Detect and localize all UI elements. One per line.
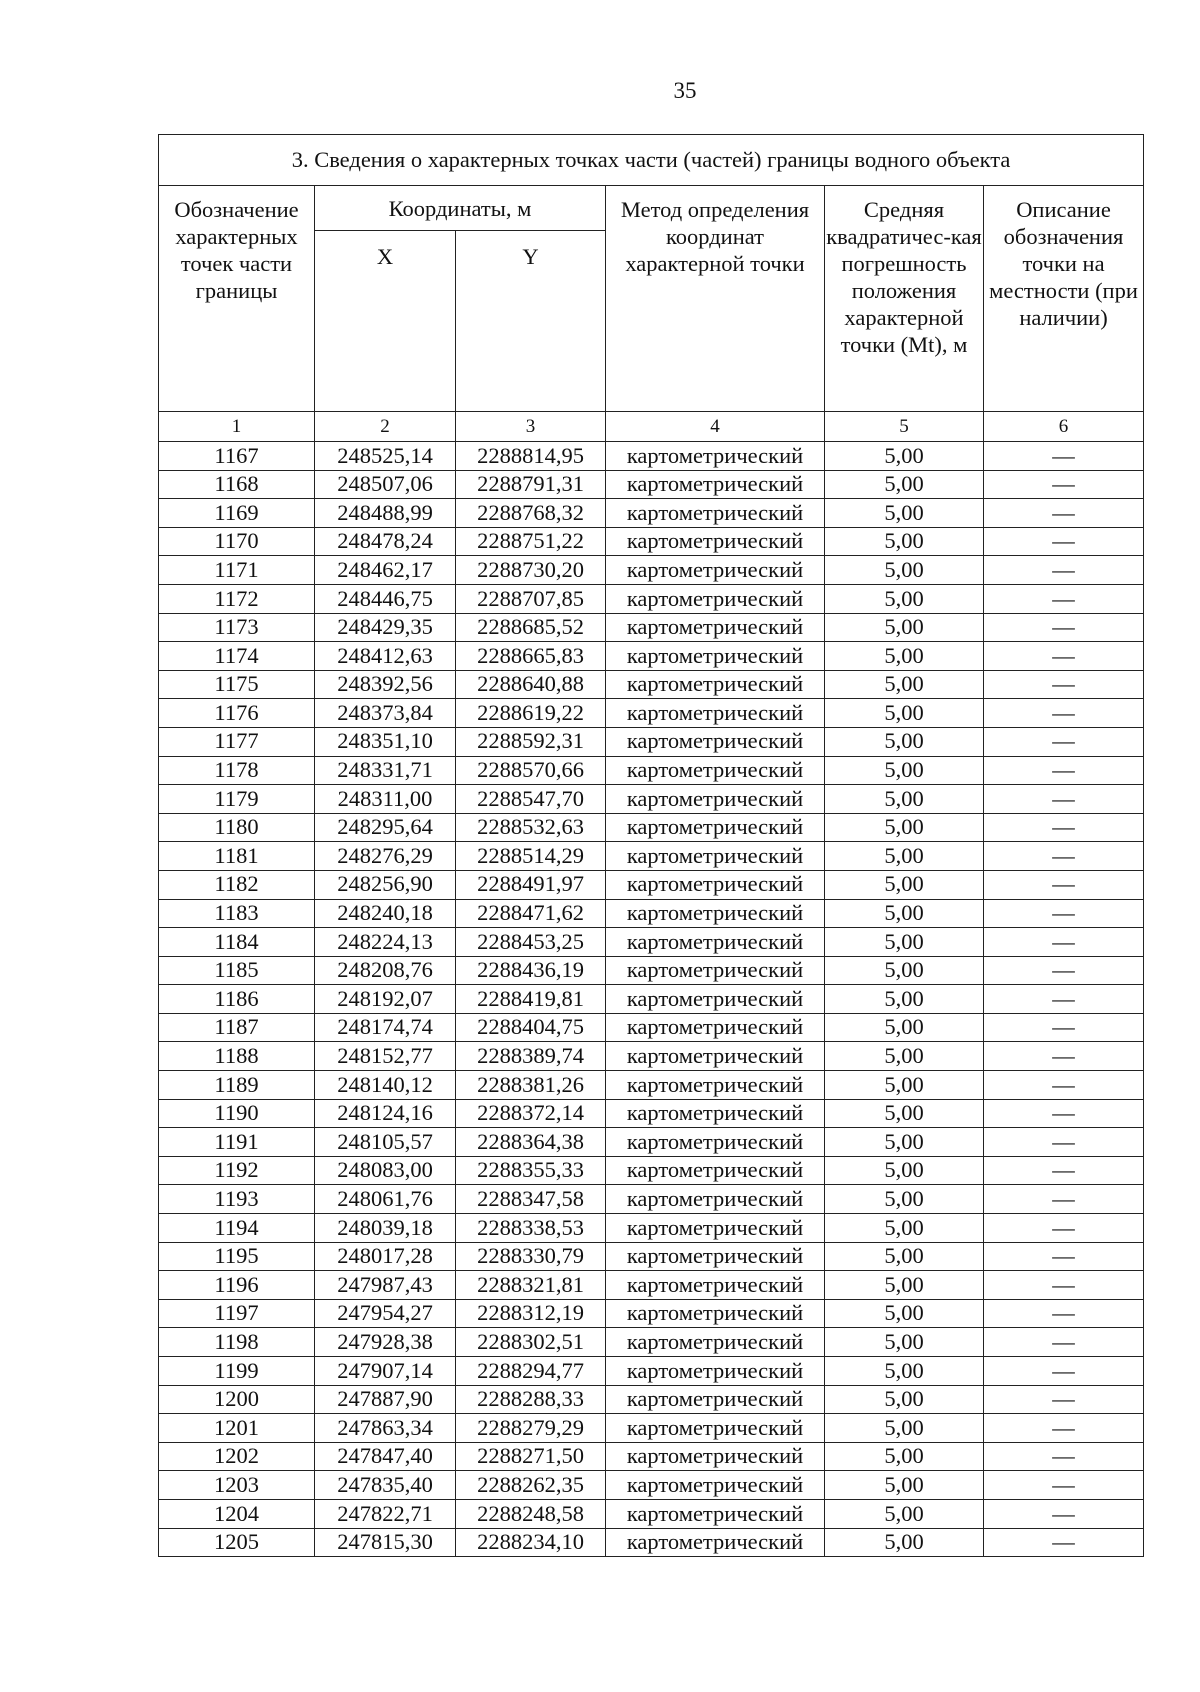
cell-x: 248429,35: [315, 613, 456, 642]
cell-description: —: [984, 642, 1144, 671]
cell-point: 1204: [159, 1499, 315, 1528]
cell-error: 5,00: [825, 842, 984, 871]
header-y: Y: [456, 231, 606, 412]
cell-y: 2288707,85: [456, 584, 606, 613]
cell-error: 5,00: [825, 1299, 984, 1328]
cell-method: картометрический: [606, 442, 825, 471]
cell-x: 248083,00: [315, 1156, 456, 1185]
cell-error: 5,00: [825, 1242, 984, 1271]
cell-y: 2288514,29: [456, 842, 606, 871]
cell-x: 247863,34: [315, 1414, 456, 1443]
cell-method: картометрический: [606, 1414, 825, 1443]
cell-y: 2288685,52: [456, 613, 606, 642]
cell-description: —: [984, 1156, 1144, 1185]
cell-y: 2288381,26: [456, 1071, 606, 1100]
cell-method: картометрический: [606, 556, 825, 585]
cell-point: 1189: [159, 1071, 315, 1100]
cell-point: 1173: [159, 613, 315, 642]
header-method: Метод определения координат характерной точки: [606, 186, 825, 412]
cell-error: 5,00: [825, 785, 984, 814]
cell-point: 1205: [159, 1528, 315, 1557]
cell-y: 2288814,95: [456, 442, 606, 471]
cell-x: 248017,28: [315, 1242, 456, 1271]
cell-x: 248061,76: [315, 1185, 456, 1214]
cell-y: 2288355,33: [456, 1156, 606, 1185]
column-number: 4: [606, 412, 825, 442]
cell-x: 248276,29: [315, 842, 456, 871]
cell-x: 248174,74: [315, 1013, 456, 1042]
cell-x: 248152,77: [315, 1042, 456, 1071]
cell-y: 2288751,22: [456, 527, 606, 556]
cell-description: —: [984, 1128, 1144, 1157]
cell-x: 247987,43: [315, 1271, 456, 1300]
cell-point: 1188: [159, 1042, 315, 1071]
cell-method: картометрический: [606, 842, 825, 871]
cell-method: картометрический: [606, 1299, 825, 1328]
cell-description: —: [984, 584, 1144, 613]
cell-x: 247907,14: [315, 1357, 456, 1386]
table-row: [159, 1185, 1144, 1214]
table-row: [159, 956, 1144, 985]
boundary-points-table: [158, 134, 1144, 1557]
cell-point: 1185: [159, 956, 315, 985]
cell-point: 1177: [159, 727, 315, 756]
cell-description: —: [984, 499, 1144, 528]
cell-error: 5,00: [825, 1214, 984, 1243]
cell-point: 1183: [159, 899, 315, 928]
cell-method: картометрический: [606, 584, 825, 613]
cell-x: 248192,07: [315, 985, 456, 1014]
cell-method: картометрический: [606, 956, 825, 985]
cell-y: 2288404,75: [456, 1013, 606, 1042]
cell-description: —: [984, 1013, 1144, 1042]
table-row: [159, 1071, 1144, 1100]
cell-point: 1187: [159, 1013, 315, 1042]
table-row: [159, 1099, 1144, 1128]
cell-y: 2288288,33: [456, 1385, 606, 1414]
table-row: [159, 527, 1144, 556]
cell-x: 248478,24: [315, 527, 456, 556]
cell-x: 248039,18: [315, 1214, 456, 1243]
cell-x: 248256,90: [315, 870, 456, 899]
cell-description: —: [984, 1471, 1144, 1500]
cell-point: 1171: [159, 556, 315, 585]
cell-method: картометрический: [606, 785, 825, 814]
cell-point: 1176: [159, 699, 315, 728]
table-row: [159, 985, 1144, 1014]
cell-point: 1175: [159, 670, 315, 699]
cell-error: 5,00: [825, 442, 984, 471]
cell-error: 5,00: [825, 1442, 984, 1471]
cell-method: картометрический: [606, 1099, 825, 1128]
cell-method: картометрический: [606, 499, 825, 528]
table-row: [159, 1385, 1144, 1414]
cell-point: 1199: [159, 1357, 315, 1386]
table-row: [159, 928, 1144, 957]
cell-description: —: [984, 842, 1144, 871]
cell-description: —: [984, 527, 1144, 556]
column-number: 6: [984, 412, 1144, 442]
cell-y: 2288321,81: [456, 1271, 606, 1300]
table-row: [159, 699, 1144, 728]
cell-x: 248140,12: [315, 1071, 456, 1100]
cell-point: 1202: [159, 1442, 315, 1471]
cell-error: 5,00: [825, 1099, 984, 1128]
cell-error: 5,00: [825, 1156, 984, 1185]
table-row: [159, 842, 1144, 871]
cell-y: 2288248,58: [456, 1499, 606, 1528]
cell-description: —: [984, 813, 1144, 842]
table-row: [159, 1156, 1144, 1185]
cell-x: 248124,16: [315, 1099, 456, 1128]
cell-error: 5,00: [825, 584, 984, 613]
cell-description: —: [984, 1357, 1144, 1386]
cell-method: картометрический: [606, 1528, 825, 1557]
cell-description: —: [984, 442, 1144, 471]
cell-description: —: [984, 985, 1144, 1014]
cell-point: 1194: [159, 1214, 315, 1243]
table-row: [159, 556, 1144, 585]
cell-x: 248351,10: [315, 727, 456, 756]
table-row: [159, 1013, 1144, 1042]
table-row: [159, 813, 1144, 842]
cell-description: —: [984, 928, 1144, 957]
table-row: [159, 1128, 1144, 1157]
cell-method: картометрический: [606, 1385, 825, 1414]
cell-point: 1203: [159, 1471, 315, 1500]
cell-y: 2288570,66: [456, 756, 606, 785]
cell-method: картометрический: [606, 1013, 825, 1042]
cell-method: картометрический: [606, 756, 825, 785]
cell-error: 5,00: [825, 1471, 984, 1500]
cell-description: —: [984, 1071, 1144, 1100]
cell-point: 1170: [159, 527, 315, 556]
cell-y: 2288271,50: [456, 1442, 606, 1471]
cell-x: 247835,40: [315, 1471, 456, 1500]
cell-method: картометрический: [606, 1499, 825, 1528]
cell-error: 5,00: [825, 956, 984, 985]
cell-point: 1182: [159, 870, 315, 899]
cell-point: 1195: [159, 1242, 315, 1271]
cell-x: 248295,64: [315, 813, 456, 842]
cell-y: 2288640,88: [456, 670, 606, 699]
cell-error: 5,00: [825, 613, 984, 642]
cell-method: картометрический: [606, 613, 825, 642]
cell-description: —: [984, 1042, 1144, 1071]
table-row: [159, 756, 1144, 785]
cell-description: —: [984, 1271, 1144, 1300]
cell-y: 2288347,58: [456, 1185, 606, 1214]
cell-y: 2288592,31: [456, 727, 606, 756]
cell-description: —: [984, 1328, 1144, 1357]
cell-y: 2288665,83: [456, 642, 606, 671]
table-row: [159, 642, 1144, 671]
cell-y: 2288768,32: [456, 499, 606, 528]
cell-description: —: [984, 1299, 1144, 1328]
cell-error: 5,00: [825, 1185, 984, 1214]
cell-x: 248105,57: [315, 1128, 456, 1157]
cell-method: картометрический: [606, 928, 825, 957]
cell-y: 2288791,31: [456, 470, 606, 499]
table-row: [159, 1357, 1144, 1386]
cell-description: —: [984, 899, 1144, 928]
cell-point: 1179: [159, 785, 315, 814]
cell-y: 2288312,19: [456, 1299, 606, 1328]
cell-error: 5,00: [825, 527, 984, 556]
cell-method: картометрический: [606, 1128, 825, 1157]
cell-point: 1181: [159, 842, 315, 871]
table-row: [159, 613, 1144, 642]
cell-error: 5,00: [825, 699, 984, 728]
cell-error: 5,00: [825, 1271, 984, 1300]
cell-description: —: [984, 727, 1144, 756]
table-row: [159, 1328, 1144, 1357]
cell-y: 2288294,77: [456, 1357, 606, 1386]
cell-y: 2288262,35: [456, 1471, 606, 1500]
cell-method: картометрический: [606, 813, 825, 842]
cell-description: —: [984, 556, 1144, 585]
cell-point: 1197: [159, 1299, 315, 1328]
cell-point: 1198: [159, 1328, 315, 1357]
cell-point: 1186: [159, 985, 315, 1014]
cell-description: —: [984, 956, 1144, 985]
cell-error: 5,00: [825, 470, 984, 499]
table-row: [159, 785, 1144, 814]
table-row: [159, 1499, 1144, 1528]
cell-x: 247887,90: [315, 1385, 456, 1414]
cell-description: —: [984, 670, 1144, 699]
cell-y: 2288389,74: [456, 1042, 606, 1071]
cell-x: 248240,18: [315, 899, 456, 928]
cell-x: 248311,00: [315, 785, 456, 814]
cell-y: 2288491,97: [456, 870, 606, 899]
cell-method: картометрический: [606, 1242, 825, 1271]
cell-description: —: [984, 613, 1144, 642]
cell-error: 5,00: [825, 727, 984, 756]
cell-error: 5,00: [825, 1357, 984, 1386]
cell-point: 1178: [159, 756, 315, 785]
column-number: 3: [456, 412, 606, 442]
cell-point: 1192: [159, 1156, 315, 1185]
cell-error: 5,00: [825, 1013, 984, 1042]
cell-x: 248412,63: [315, 642, 456, 671]
table-title: 3. Сведения о характерных точках части (частей) границы водного объекта: [159, 135, 1144, 186]
cell-error: 5,00: [825, 1328, 984, 1357]
cell-y: 2288279,29: [456, 1414, 606, 1443]
cell-point: 1172: [159, 584, 315, 613]
cell-x: 248224,13: [315, 928, 456, 957]
column-number: 2: [315, 412, 456, 442]
cell-error: 5,00: [825, 1499, 984, 1528]
cell-x: 247928,38: [315, 1328, 456, 1357]
cell-method: картометрический: [606, 1357, 825, 1386]
table-row: [159, 1414, 1144, 1443]
cell-y: 2288330,79: [456, 1242, 606, 1271]
cell-y: 2288302,51: [456, 1328, 606, 1357]
table-row: [159, 470, 1144, 499]
cell-method: картометрический: [606, 1156, 825, 1185]
table-row: [159, 1042, 1144, 1071]
cell-y: 2288338,53: [456, 1214, 606, 1243]
cell-point: 1201: [159, 1414, 315, 1443]
table-row: [159, 727, 1144, 756]
cell-y: 2288619,22: [456, 699, 606, 728]
cell-point: 1193: [159, 1185, 315, 1214]
cell-y: 2288234,10: [456, 1528, 606, 1557]
cell-error: 5,00: [825, 756, 984, 785]
cell-point: 1184: [159, 928, 315, 957]
table-row: [159, 1528, 1144, 1557]
cell-error: 5,00: [825, 928, 984, 957]
cell-y: 2288453,25: [456, 928, 606, 957]
cell-x: 248525,14: [315, 442, 456, 471]
table-row: [159, 1214, 1144, 1243]
cell-method: картометрический: [606, 1442, 825, 1471]
cell-y: 2288419,81: [456, 985, 606, 1014]
cell-error: 5,00: [825, 1071, 984, 1100]
cell-error: 5,00: [825, 499, 984, 528]
cell-point: 1191: [159, 1128, 315, 1157]
cell-point: 1168: [159, 470, 315, 499]
cell-error: 5,00: [825, 1385, 984, 1414]
cell-x: 247822,71: [315, 1499, 456, 1528]
table-row: [159, 1299, 1144, 1328]
cell-description: —: [984, 1242, 1144, 1271]
cell-description: —: [984, 1385, 1144, 1414]
cell-error: 5,00: [825, 813, 984, 842]
cell-point: 1190: [159, 1099, 315, 1128]
cell-x: 248507,06: [315, 470, 456, 499]
table-row: [159, 670, 1144, 699]
cell-error: 5,00: [825, 870, 984, 899]
header-description: Описание обозначения точки на местности (при наличии): [984, 186, 1144, 412]
cell-point: 1169: [159, 499, 315, 528]
table-body: [159, 442, 1144, 1557]
cell-y: 2288436,19: [456, 956, 606, 985]
cell-point: 1167: [159, 442, 315, 471]
header-point-label: Обозначение характерных точек части границы: [159, 186, 315, 412]
cell-x: 248331,71: [315, 756, 456, 785]
cell-error: 5,00: [825, 899, 984, 928]
cell-description: —: [984, 756, 1144, 785]
table-row: [159, 442, 1144, 471]
header-coordinates: Координаты, м: [315, 186, 606, 231]
cell-y: 2288547,70: [456, 785, 606, 814]
cell-x: 247847,40: [315, 1442, 456, 1471]
cell-error: 5,00: [825, 1414, 984, 1443]
cell-error: 5,00: [825, 1128, 984, 1157]
cell-y: 2288364,38: [456, 1128, 606, 1157]
cell-point: 1200: [159, 1385, 315, 1414]
cell-point: 1196: [159, 1271, 315, 1300]
cell-description: —: [984, 1442, 1144, 1471]
table-row: [159, 499, 1144, 528]
cell-method: картометрический: [606, 985, 825, 1014]
cell-method: картометрический: [606, 642, 825, 671]
cell-x: 248488,99: [315, 499, 456, 528]
cell-error: 5,00: [825, 1042, 984, 1071]
cell-method: картометрический: [606, 1328, 825, 1357]
cell-method: картометрический: [606, 1071, 825, 1100]
column-number: 1: [159, 412, 315, 442]
cell-x: 248208,76: [315, 956, 456, 985]
cell-y: 2288471,62: [456, 899, 606, 928]
column-number: 5: [825, 412, 984, 442]
table-row: [159, 1471, 1144, 1500]
cell-description: —: [984, 1499, 1144, 1528]
cell-description: —: [984, 870, 1144, 899]
cell-method: картометрический: [606, 727, 825, 756]
cell-x: 248373,84: [315, 699, 456, 728]
cell-x: 248462,17: [315, 556, 456, 585]
cell-error: 5,00: [825, 985, 984, 1014]
cell-x: 248446,75: [315, 584, 456, 613]
cell-method: картометрический: [606, 1271, 825, 1300]
cell-description: —: [984, 1414, 1144, 1443]
page-number: 35: [673, 78, 697, 103]
cell-y: 2288532,63: [456, 813, 606, 842]
cell-method: картометрический: [606, 870, 825, 899]
cell-x: 247815,30: [315, 1528, 456, 1557]
header-error: Средняя квадратичес-кая погрешность положения характерной точки (Mt), м: [825, 186, 984, 412]
header-x: X: [315, 231, 456, 412]
cell-method: картометрический: [606, 1042, 825, 1071]
cell-description: —: [984, 699, 1144, 728]
cell-description: —: [984, 785, 1144, 814]
cell-method: картометрический: [606, 899, 825, 928]
cell-y: 2288730,20: [456, 556, 606, 585]
cell-method: картометрический: [606, 527, 825, 556]
cell-method: картометрический: [606, 1471, 825, 1500]
table-row: [159, 1271, 1144, 1300]
cell-description: —: [984, 1099, 1144, 1128]
table-row: [159, 1442, 1144, 1471]
table-row: [159, 899, 1144, 928]
table-row: [159, 1242, 1144, 1271]
cell-error: 5,00: [825, 1528, 984, 1557]
cell-description: —: [984, 1185, 1144, 1214]
cell-method: картометрический: [606, 699, 825, 728]
cell-method: картометрический: [606, 670, 825, 699]
cell-error: 5,00: [825, 642, 984, 671]
cell-x: 247954,27: [315, 1299, 456, 1328]
cell-point: 1174: [159, 642, 315, 671]
table-row: [159, 584, 1144, 613]
cell-y: 2288372,14: [456, 1099, 606, 1128]
table-row: [159, 870, 1144, 899]
cell-description: —: [984, 1528, 1144, 1557]
cell-description: —: [984, 470, 1144, 499]
cell-error: 5,00: [825, 556, 984, 585]
cell-description: —: [984, 1214, 1144, 1243]
cell-point: 1180: [159, 813, 315, 842]
cell-x: 248392,56: [315, 670, 456, 699]
cell-error: 5,00: [825, 670, 984, 699]
cell-method: картометрический: [606, 1185, 825, 1214]
cell-method: картометрический: [606, 1214, 825, 1243]
cell-method: картометрический: [606, 470, 825, 499]
